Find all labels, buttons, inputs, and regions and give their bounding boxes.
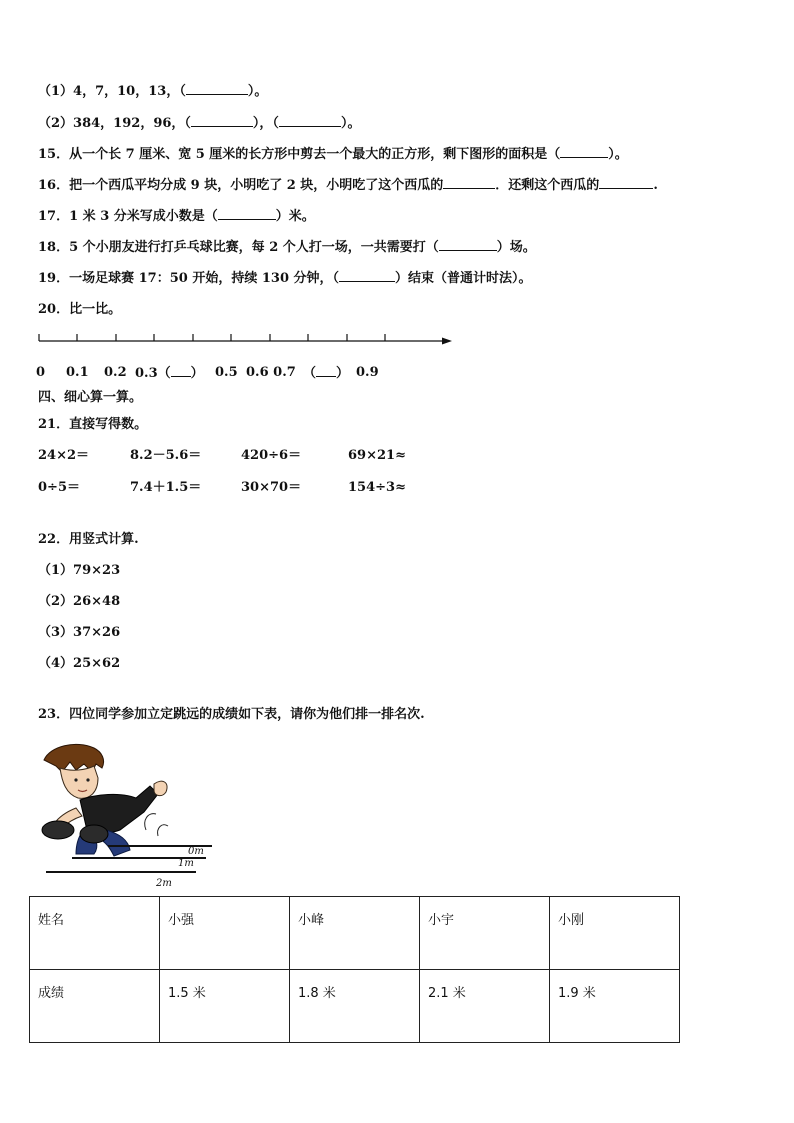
answer-blank[interactable] [439, 239, 497, 251]
number-line [36, 330, 456, 352]
tick-label: 0.1 [66, 365, 89, 380]
table-cell: 姓名 [30, 897, 160, 970]
exercise: 154÷3≈ [348, 480, 406, 495]
answer-blank[interactable] [339, 270, 395, 282]
section-heading: 四、细心算一算。 [38, 390, 143, 405]
exercise: 420÷6＝ [241, 448, 302, 463]
q18-text: 18．5 个小朋友进行打乒乓球比赛，每 2 个人打一场，一共需要打（ [38, 240, 439, 255]
q17-close: ）米。 [275, 209, 315, 224]
long-jump-boy-illustration [36, 742, 226, 890]
question-17 [38, 208, 315, 225]
q18-close: ）场。 [496, 240, 536, 255]
answer-blank[interactable] [599, 177, 653, 189]
q14-part2-mid: ），（ [252, 116, 279, 131]
question-15 [38, 146, 628, 163]
exercise: 7.4＋1.5＝ [130, 480, 202, 495]
question-19 [38, 270, 532, 287]
tick-label: 0.6 0.7 [246, 365, 296, 380]
exercise: 8.2－5.6＝ [130, 448, 202, 463]
exercise: 30×70＝ [241, 480, 302, 495]
q19-text: 19．一场足球赛 17：50 开始，持续 130 分钟，（ [38, 271, 340, 286]
q14-part2-close: ）。 [340, 116, 361, 131]
table-cell: 小宇 [420, 897, 550, 970]
table-cell: 1.9 米 [550, 970, 680, 1043]
table-cell: 成绩 [30, 970, 160, 1043]
table-cell: 1.5 米 [160, 970, 290, 1043]
table-cell: 2.1 米 [420, 970, 550, 1043]
q22-item: （4）25×62 [38, 656, 121, 671]
q22-item: （2）26×48 [38, 594, 121, 609]
exercise: 24×2＝ [38, 448, 90, 463]
exercise: 69×21≈ [348, 448, 406, 463]
table-cell: 小强 [160, 897, 290, 970]
answer-blank[interactable] [443, 177, 495, 189]
answer-blank[interactable] [186, 83, 248, 95]
answer-blank[interactable] [316, 365, 336, 377]
answer-blank[interactable] [279, 115, 341, 127]
q20-title: 20．比一比。 [38, 302, 122, 317]
tick-label: 0.5 [215, 365, 238, 380]
q23-title: 23．四位同学参加立定跳远的成绩如下表，请你为他们排一排名次. [38, 707, 425, 722]
q15-text: 15．从一个长 7 厘米、宽 5 厘米的长方形中剪去一个最大的正方形，剩下图形的面积是（ [38, 147, 561, 162]
answer-blank[interactable] [218, 208, 276, 220]
answer-blank[interactable] [171, 365, 191, 377]
mark-1m: 1m [178, 858, 194, 869]
q17-text: 17．1 米 3 分米写成小数是（ [38, 209, 218, 224]
tick-label: （ ） [303, 366, 350, 381]
q14-part2 [38, 115, 360, 132]
tick-label: 0 [36, 365, 46, 380]
table-row [30, 897, 680, 970]
q14-part1 [38, 83, 267, 100]
tick-label: 0.2 [104, 365, 127, 380]
q16-text: 16．把一个西瓜平均分成 9 块，小明吃了 2 块，小明吃了这个西瓜的 [38, 178, 444, 193]
q14-part1-text: （1）4，7，10，13，（ [38, 84, 186, 99]
table-cell: 小峰 [290, 897, 420, 970]
tick-label: 0.9 [356, 365, 379, 380]
q15-close: ）。 [608, 147, 628, 162]
tick-label: 0.3（ ） [135, 366, 204, 381]
table-cell: 1.8 米 [290, 970, 420, 1043]
q19-close: ）结束（普通计时法）。 [395, 271, 532, 286]
q16-mid: ．还剩这个西瓜的 [495, 178, 600, 193]
q22-item: （3）37×26 [38, 625, 121, 640]
question-16 [38, 177, 658, 194]
mark-2m: 2m [156, 878, 172, 889]
q14-part1-close: ）。 [247, 84, 268, 99]
exercise: 0÷5＝ [38, 480, 80, 495]
answer-blank[interactable] [560, 146, 608, 158]
mark-0m: 0m [188, 846, 204, 857]
table-cell: 小刚 [550, 897, 680, 970]
q14-part2-text: （2）384，192，96，（ [38, 116, 191, 131]
score-table [29, 896, 680, 1043]
q21-title: 21．直接写得数。 [38, 417, 148, 432]
q22-title: 22．用竖式计算. [38, 532, 139, 547]
question-18 [38, 239, 536, 256]
table-row [30, 970, 680, 1043]
q22-item: （1）79×23 [38, 563, 121, 578]
answer-blank[interactable] [191, 115, 253, 127]
q16-close: . [653, 178, 658, 193]
